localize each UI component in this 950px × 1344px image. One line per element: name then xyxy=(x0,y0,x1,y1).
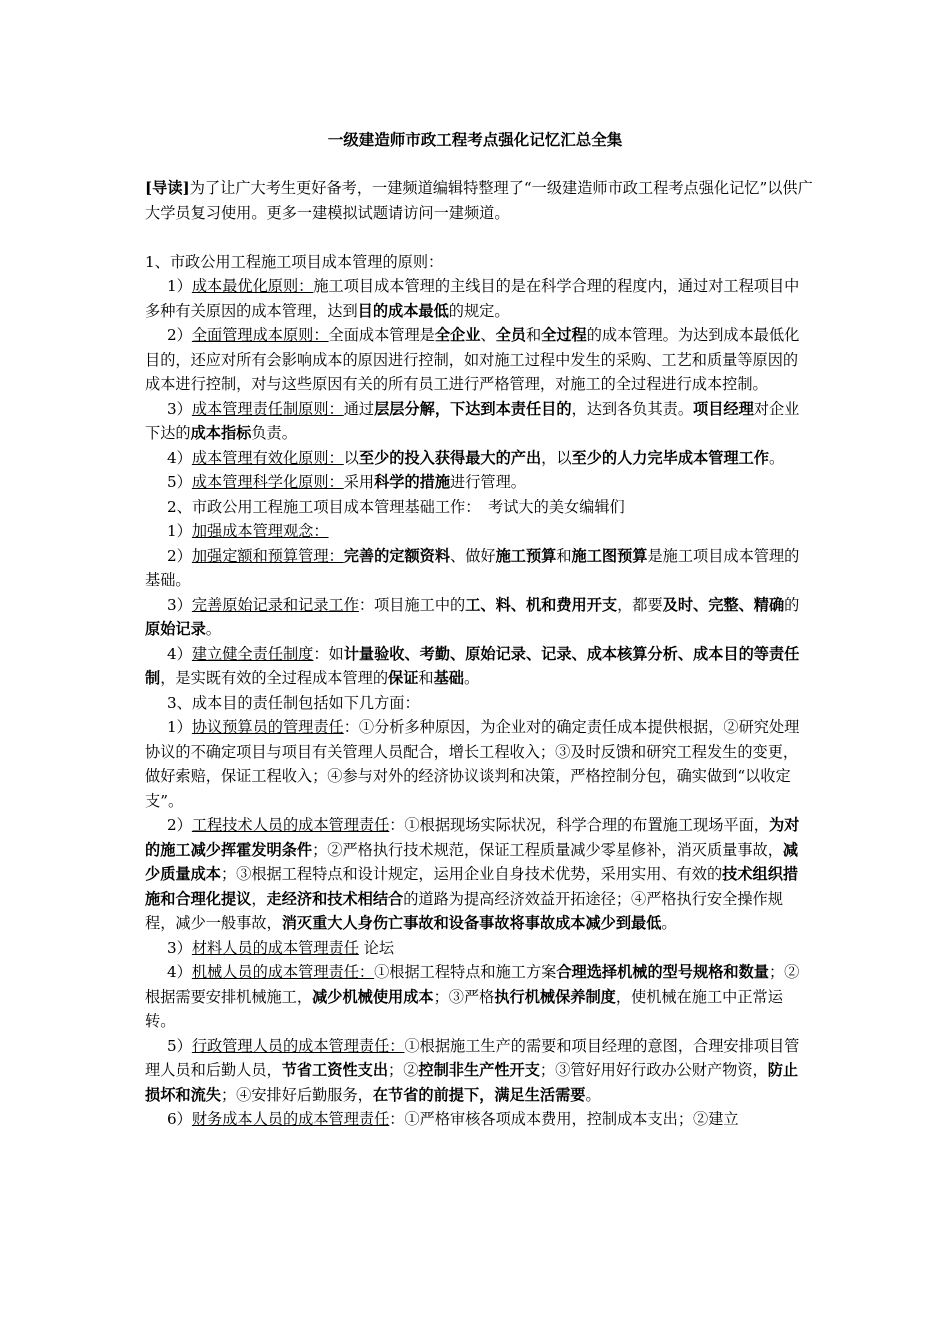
text-run: ，以 xyxy=(541,448,572,467)
underlined-heading: 材料人员的成本管理责任 xyxy=(191,938,359,957)
underlined-heading: 完善原始记录和记录工作 xyxy=(191,595,359,614)
body-paragraph xyxy=(145,960,813,1034)
text-run: ：①严格审核各项成本费用，控制成本支出；②建立 xyxy=(389,1110,739,1128)
underlined-heading: 工程技术人员的成本管理责任 xyxy=(191,816,390,834)
text-run: 2、市政公用工程施工项目成本管理基础工作： 考试大的美女编辑们 xyxy=(167,497,625,516)
text-run: ；③根据工程特点和设计规定，运用企业自身技术优势，采用实用、有效的 xyxy=(220,865,723,883)
body-paragraph xyxy=(145,1107,813,1132)
text-run: 负责。 xyxy=(251,424,297,442)
text-run: 的 xyxy=(784,595,800,614)
text-run: 对企业下达的 xyxy=(145,399,800,442)
underlined-heading: 行政管理人员的成本管理责任： xyxy=(191,1036,405,1055)
body-paragraph xyxy=(145,397,813,446)
bold-text: 减少机械使用成本 xyxy=(312,987,434,1006)
text-run: 进行管理。 xyxy=(450,473,526,491)
text-run: 1、市政公用工程施工项目成本管理的原则： xyxy=(145,252,444,271)
body-paragraph xyxy=(145,495,813,520)
text-run: 通过 xyxy=(343,399,375,418)
body-paragraph xyxy=(145,250,813,275)
bold-text: 原始记录 xyxy=(145,620,206,638)
underlined-heading: 建立健全责任制度 xyxy=(191,644,314,663)
bold-text: 执行机械保养制度 xyxy=(494,987,616,1006)
underlined-heading: 加强定额和预算管理： xyxy=(191,546,344,565)
text-run: 1） xyxy=(167,277,192,295)
underlined-heading: 机械人员的成本管理责任： xyxy=(191,963,375,981)
body-paragraph xyxy=(145,691,813,716)
bold-text: 走经济和技术相结合 xyxy=(266,889,404,908)
body-paragraph xyxy=(145,813,813,936)
underlined-heading: 财务成本人员的成本管理责任 xyxy=(191,1110,390,1128)
bold-text: 全企业 xyxy=(434,326,481,344)
text-run: 和 xyxy=(556,546,572,565)
bold-text: 为对的施工减少挥霍发明条件 xyxy=(145,816,800,859)
text-run: 。 xyxy=(205,620,221,638)
bold-text: 项目经理 xyxy=(693,399,754,418)
body-paragraph xyxy=(145,446,813,471)
underlined-heading: 全面管理成本原则： xyxy=(191,326,329,344)
bold-text: 在节省的前提下，满足生活需要 xyxy=(372,1085,586,1104)
body-paragraph xyxy=(145,936,813,961)
bold-text: 节省工资性支出 xyxy=(281,1061,388,1079)
text-run: 5） xyxy=(167,1036,192,1055)
bold-text: 基础 xyxy=(433,669,464,687)
text-run: 3） xyxy=(167,399,192,418)
underlined-heading: 成本管理科学化原则： xyxy=(191,473,344,491)
underlined-heading: 成本管理有效化原则： xyxy=(191,448,344,467)
bold-text: 计量验收、考勤、原始记录、记录、成本核算分析、成本目的等责任制 xyxy=(145,644,800,687)
text-run: ， xyxy=(251,889,267,908)
text-run: 4） xyxy=(167,644,192,663)
intro-label: [导读] xyxy=(145,179,190,197)
text-run: 。 xyxy=(661,914,677,932)
text-run: ，是实既有效的全过程成本管理的 xyxy=(160,669,388,687)
text-run: 6） xyxy=(167,1110,192,1128)
underlined-heading: 成本管理责任制原则： xyxy=(191,399,344,418)
text-run: 的规定。 xyxy=(448,301,510,320)
bold-text: 保证 xyxy=(388,669,419,687)
text-run: 、 xyxy=(480,326,496,344)
text-run: ；②根据需要安排机械施工， xyxy=(145,963,800,1006)
text-run: 以 xyxy=(343,448,359,467)
text-run: ；② xyxy=(388,1061,419,1079)
bold-text: 至少的投入获得最大的产出 xyxy=(358,448,542,467)
text-run: 3） xyxy=(167,595,192,614)
bold-text: 及时、完整、精确 xyxy=(662,595,785,614)
text-run: 采用 xyxy=(343,473,375,491)
text-run: 。 xyxy=(768,448,785,467)
body-paragraph xyxy=(145,593,813,642)
text-run: 。 xyxy=(463,669,480,687)
body-paragraph xyxy=(145,470,813,495)
text-run: ①根据工程特点和施工方案 xyxy=(374,963,557,981)
text-run: ，都要 xyxy=(617,595,663,614)
text-run: 的道路为提高经济效益开拓途径；④严格执行安全操作规程，减少一般事故， xyxy=(145,889,783,932)
text-run: 2） xyxy=(167,326,192,344)
blank-line xyxy=(145,225,813,250)
body-paragraph xyxy=(145,642,813,691)
text-run: ，使机械在施工中正常运转。 xyxy=(145,987,783,1030)
bold-text: 合理选择机械的型号规格和数量 xyxy=(556,963,769,981)
text-run: 2） xyxy=(167,816,192,834)
bold-text: 目的成本最低 xyxy=(357,301,449,320)
body-paragraph xyxy=(145,323,813,397)
text-run: ，达到各负其责。 xyxy=(571,399,694,418)
text-run: 4） xyxy=(167,963,192,981)
bold-text: 消灭重大人身伤亡事故和设备事故将事故成本减少到最低 xyxy=(281,914,662,932)
text-run: 、做好 xyxy=(450,546,496,565)
bold-text: 至少的人力完毕成本管理工作 xyxy=(571,448,769,467)
bold-text: 控制非生产性开支 xyxy=(418,1061,540,1079)
bold-text: 层层分解，下达到本责任目的 xyxy=(374,399,572,418)
text-run: 2） xyxy=(167,546,192,565)
bold-text: 科学的措施 xyxy=(374,473,451,491)
underlined-heading: 协议预算员的管理责任 xyxy=(191,718,344,736)
text-run: 。 xyxy=(585,1085,601,1104)
body-paragraph xyxy=(145,1034,813,1108)
paragraph-list xyxy=(145,250,813,1132)
intro-text: 为了让广大考生更好备考，一建频道编辑特整理了“一级建造师市政工程考点强化记忆”以供广大学员复习使用。更多一建模拟试题请访问一建频道。 xyxy=(145,179,813,222)
text-run: 3） xyxy=(167,938,192,957)
bold-text: 技术组织措施和合理化提议 xyxy=(145,865,799,908)
text-run: 论坛 xyxy=(358,938,395,957)
body-paragraph xyxy=(145,274,813,323)
text-run: 全面成本管理是 xyxy=(328,326,435,344)
underlined-heading: 加强成本管理观念： xyxy=(191,522,329,540)
text-run: ①根据施工生产的需要和项目经理的意图，合理安排项目管理人员和后勤人员， xyxy=(145,1036,800,1079)
text-run: ：如 xyxy=(313,644,344,663)
bold-text: 成本指标 xyxy=(190,424,252,442)
document-title: 一级建造师市政工程考点强化记忆汇总全集 xyxy=(327,130,623,149)
body-paragraph xyxy=(145,715,813,813)
text-run: ；③严格 xyxy=(433,987,495,1006)
bold-text: 全员 xyxy=(495,326,526,344)
text-run: ；④安排好后勤服务， xyxy=(220,1085,373,1104)
text-run: 的成本管理。为达到成本最低化目的，还应对所有会影响成本的原因进行控制，如对施工过程中发生的采购、工艺和质量等原因的成本进行控制，对与这些原因有关的所有员工进行严格管理，对施工的全过程进行成本控制。 xyxy=(145,326,800,393)
text-run: 1） xyxy=(167,718,192,736)
text-run: 和 xyxy=(418,669,434,687)
bold-text: 工、料、机和费用开支 xyxy=(465,595,618,614)
bold-text: 减少质量成本 xyxy=(145,840,799,883)
bold-text: 施工预算 xyxy=(495,546,557,565)
text-run: 和 xyxy=(525,326,542,344)
bold-text: 完善的定额资料 xyxy=(343,546,451,565)
text-run: ：①分析多种原因，为企业对的确定责任成本提供根据，②研究处理协议的不确定项目与项目有关管理人员配合，增长工程收入；③及时反馈和研究工程发生的变更，做好索赔，保证工程收入；④参与对外的经济协议谈判和决策，严格控制分包，确实做到“以收定支”。 xyxy=(145,718,800,810)
text-run: ：①根据现场实际状况，科学合理的布置施工现场平面， xyxy=(389,816,769,834)
bold-text: 施工图预算 xyxy=(571,546,648,565)
text-run: 3、成本目的责任制包括如下几方面： xyxy=(167,693,420,712)
document-body xyxy=(145,176,813,1132)
text-run: ；③管好用好行政办公财产物资， xyxy=(539,1061,768,1079)
text-run: 1） xyxy=(167,522,192,540)
text-run: ：项目施工中的 xyxy=(358,595,466,614)
underlined-heading: 成本最优化原则： xyxy=(191,277,314,295)
intro-paragraph xyxy=(145,176,813,225)
body-paragraph xyxy=(145,544,813,593)
text-run: ；②严格执行技术规范，保证工程质量减少零星修补，消灭质量事故， xyxy=(312,840,783,859)
text-run: 4） xyxy=(167,448,192,467)
body-paragraph xyxy=(145,519,813,544)
bold-text: 防止损坏和流失 xyxy=(145,1061,799,1104)
text-run: 5） xyxy=(167,473,192,491)
text-run: 是施工项目成本管理的基础。 xyxy=(145,546,800,589)
text-run: 施工项目成本管理的主线目的是在科学合理的程度内，通过对工程项目中多种有关原因的成本管理，达到 xyxy=(145,277,800,320)
bold-text: 全过程 xyxy=(541,326,587,344)
